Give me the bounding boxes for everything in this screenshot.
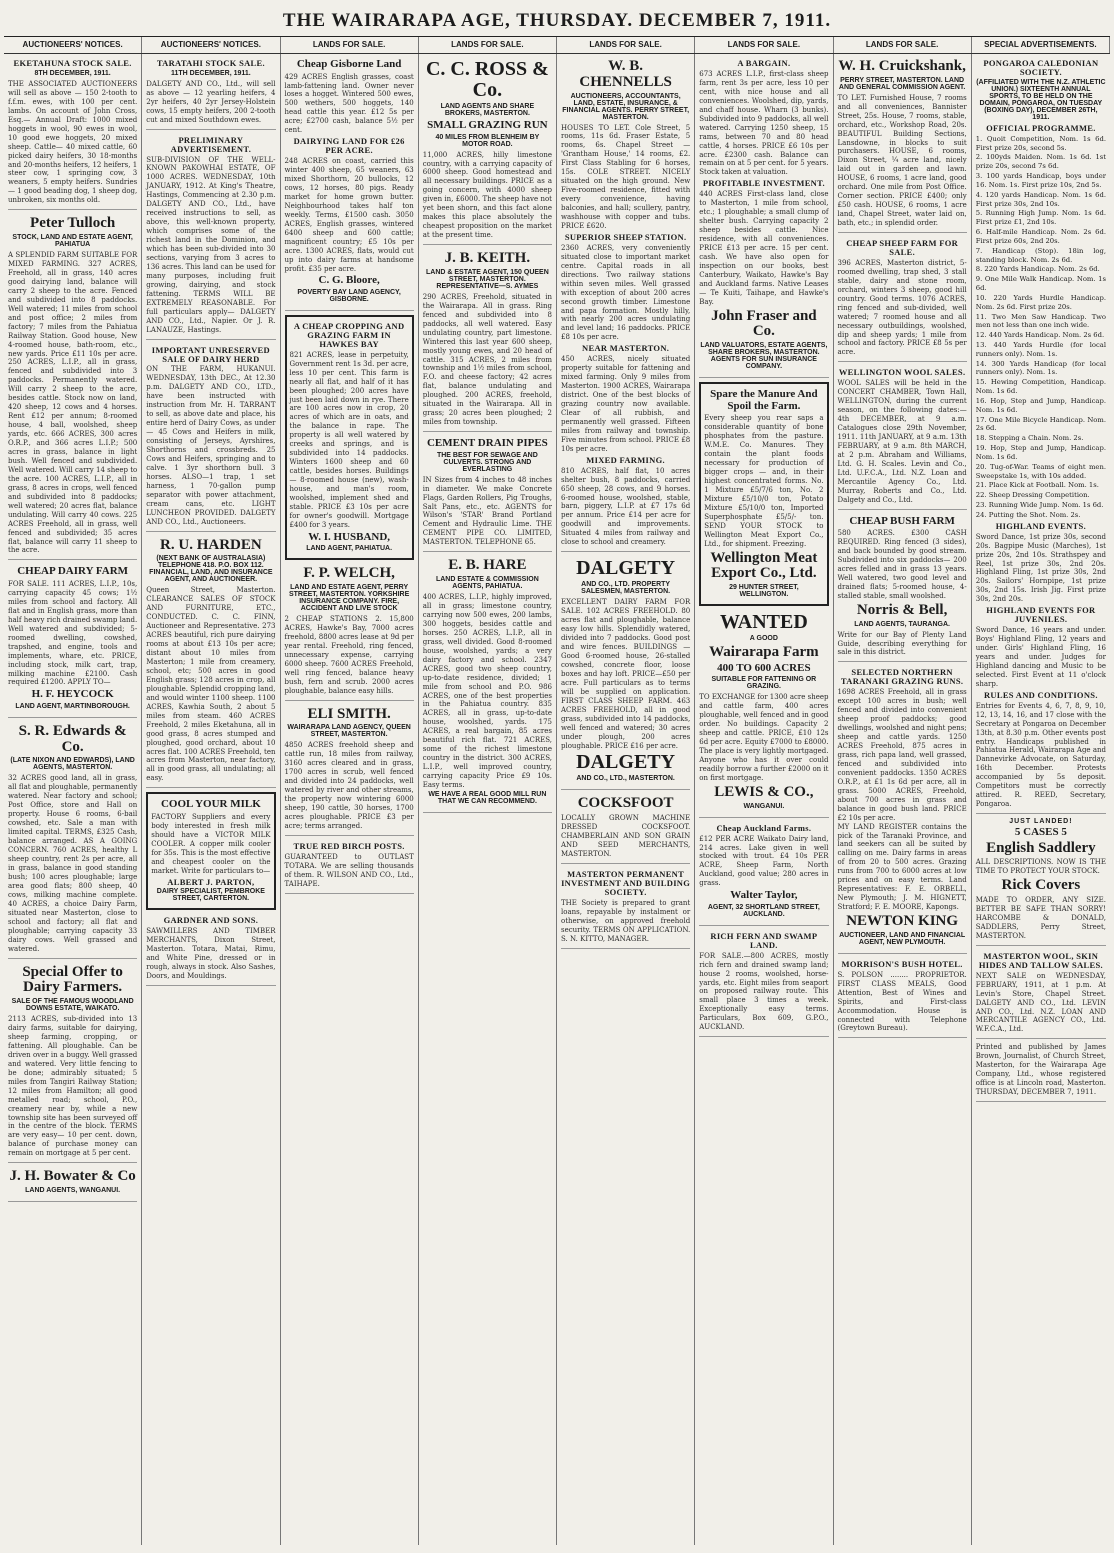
ad-title: R. U. HARDEN: [160, 536, 262, 553]
chennells-ad: [561, 57, 690, 552]
ad-title: Cheap Gisborne Land: [296, 58, 402, 70]
list-item: 10. 220 Yards Hurdle Handicap. Nom. 2s 6d. First prize 20s.: [975, 293, 1106, 311]
list-item: 20. Tug-of-War. Teams of eight men. Sweepstake 1s, with 10s added.: [975, 462, 1106, 480]
ad-title: J. H. Bowater & Co: [9, 1168, 136, 1185]
ad-subtitle: STOCK, LAND AND ESTATE AGENT, PAHIATUA: [12, 234, 133, 249]
column-2: [142, 54, 280, 1545]
column-headers: [4, 37, 1110, 54]
agent-address: WANGANUI.: [743, 802, 785, 810]
ad-body: 1698 ACRES Freehold, all in grass except 100 acres in bush; well fenced and divided into convenient sheep proof paddocks; good dwellings, woolshed and night pens; sheep and cattle yards. 1250 ACRES Freehold, 875 acres in grass, rich papa land, well grassed, fenced and subdivided into convenient paddocks. 1350 ACRES O.R.P., at £1 1s 6d per acre, all in grass. 5000 ACRES, Freehold, about 700 acres in grass and balance in good bush land. PRICE £2 10s per acre.: [837, 688, 967, 822]
ad-body: Entries for Events 4, 6, 7, 8, 9, 10, 12, 13, 14, 16, and 17 close with the Secretary at Pongaroa on December 13th, at 8.30 p.m. Other events post entry. Handicaps published in Pahiatua Herald, Wairarapa Age and Dannevirke Advocate, on Saturday, 16th December. Protests accompanied by 5s deposit. Competitors must be correctly attired. R. REED, Secretary, Pongaroa.: [975, 701, 1106, 809]
ad-subtitle: A GOOD: [749, 635, 778, 643]
agent-name: LEWIS & CO.,: [714, 783, 814, 800]
ad-count: 5 CASES 5: [1014, 826, 1067, 839]
column-3: [281, 54, 419, 1545]
ad-body: Queen Street, Masterton. CLEARANCE SALES OF STOCK AND FURNITURE, ETC., CONDUCTED. C. C. FINN, Auctioneer and Representative. 273 ACRES beautiful, rich pure dairying rooms at about £13 10s per acre; distant about 10 miles from Masterton; 1 mile from creamery, school, etc; 500 acres in good English grass; 128 acres in crop, all ploughable. Splendid cropping land, and would winter 1100 sheep. 1100 ACRES, Kawhia South, 2 about 5 miles from steam. 460 ACRES Freehold, 2 miles Eketahuna, all in good grass, 8 acres stumped and ploughed, good orchard, about 10 acres flat. 100 ACRES Freehold, ten acres from Masterton, near factory, all in good grass, all undulating; all easy.: [146, 586, 276, 783]
eketahuna-stock-sale: [8, 57, 137, 210]
ad-title: WELLINGTON WOOL SALES.: [838, 367, 966, 378]
ad-title: Rick Covers: [1001, 877, 1081, 894]
ad-title: COCKSFOOT: [577, 795, 674, 812]
auckland-farms-ad: [699, 822, 828, 926]
ad-subtitle: THE BEST FOR SEWAGE AND CULVERTS. STRONG AND EVERLASTING: [436, 451, 538, 473]
eli-smith-ad: [285, 705, 414, 836]
hare-ad: [423, 556, 552, 813]
ad-subtitle: PERRY STREET, MASTERTON. LAND AND GENERAL COMMISSION AGENT.: [838, 76, 966, 91]
list-item: 6. Half-mile Handicap. Nom. 2s 6d. First prize 60s, 2nd 20s.: [975, 228, 1106, 245]
ad-body: FOR SALE. 111 ACRES, L.I.P., 10s, carrying capacity 45 cows; 1½ miles from school and factory. All flat and in English grass, more than half heavy rich drained swamp land. Well watered and subdivided; 5-roomed dwelling, cowshed, trapshed, and engine, tools and implements, whare, etc. PRICE, including stock, milk cart, trap, milking machine £2100. Cash required £1200. APPLY TO—: [8, 579, 138, 687]
ad-title: W. H. Cruickshank,: [838, 58, 966, 74]
ad-title: E. B. HARE: [448, 557, 527, 574]
list-item: 12. 440 Yards Handicap. Nom. 2s 6d.: [975, 331, 1105, 340]
column-8: [972, 54, 1110, 1545]
ad-title: HIGHLAND EVENTS.: [995, 520, 1087, 531]
ad-body: Every sheep you rear saps a considerable quantity of bone phosphates from the pasture. W.M.E. Co. Manures. They contain the plant foods necessary for production of bigger crops — and, in their highest concentrated forms. No. 1 Mixture £5/7/6 ton, No. 2 Mixture £5/10/0 ton, Potato Mixture £5/10/0 ton, Imported Superphosphate £5/5/- ton. SEND YOUR STOCK to Wellington Meat Export Co., Ltd., for shipment. Freezing.: [704, 414, 824, 548]
pongaroa-sports-ad: [976, 57, 1106, 814]
ad-body: TO LET. Furnished House, 7 rooms and all conveniences, Bannister Street, 25s. House, 7 rooms, stable, orchard, etc., Workshop Road, 20s. BEAUTIFUL Building Sections, Lansdowne, in blocks to suit purchasers. HOUSE, 6 rooms, Dixon Street, ¼ acre land, nicely laid out in garden and lawn. HOUSE, 6 rooms, 1 acre land, good orchard. One mile from Post Office. Corner section. PRICE £400; only £50 cash. HOUSE, 6 rooms, 1 acre land, Chapel Street, water laid on, bath, etc.; in splendid order.: [837, 93, 967, 228]
ad-title: DALGETY: [576, 751, 676, 774]
ad-title: MORRISON'S BUSH HOTEL.: [841, 958, 963, 969]
saddlery-ad: [976, 818, 1106, 946]
column-header: LANDS FOR SALE.: [695, 37, 833, 53]
ad-title: A CHEAP CROPPING AND GRAZING FARM IN HAWKES BAY: [293, 321, 405, 349]
ad-banner: JUST LANDED!: [1009, 818, 1073, 826]
ad-body: FACTORY Suppliers and every body interested in fresh milk should have a VICTOR MILK COOLER. A copper milk cooler for 35s. This is the most effective and cheapest cooler on the market. Write for particulars to—: [151, 812, 271, 875]
column-header: LANDS FOR SALE.: [557, 37, 695, 53]
agent-address: AGENT, 32 SHORTLAND STREET, AUCKLAND.: [707, 903, 820, 918]
column-5: [557, 54, 695, 1545]
ad-body: 32 ACRES good land, all in grass, all flat and ploughable, permanently watered. Near factory and school; Post Office, store and Hall on property. House 6 rooms, 6-bail cowshed, etc. Sale a man with limited capital. TERMS, £325 Cash, balance arranged. AS A GOING CONCERN. 760 ACRES, healthy L sheep country, rent 2s per acre, all in grass, balance in good standing bush; 100 acres ploughable; large area good flats; 800 sheep, 40 cows, milking machine complete. 40 ACRES, a choice Dairy Farm, situated near Masterton, close to school and factory; all flat and ploughable; carrying capacity 33 dairy cows. Well grassed and watered.: [8, 774, 138, 953]
agent-address: LAND AGENTS, TAURANGA.: [854, 620, 950, 628]
ad-date: 11TH DECEMBER, 1911.: [170, 69, 251, 77]
ad-body: MY LAND REGISTER contains the pick of the Taranaki Province, and land seekers can all be suited by calling on me. Dairy farms in areas of from 20 to 500 acres. Grazing runs from 700 to 6000 acres at low prices and on easy terms. Land Representatives: F. E. ORBELL, New Plymouth; J. M. HIGNETT, Stratford; F. E. MOORE, Kapongs.: [837, 822, 967, 912]
list-item: 1. Quoit Competition, Nom. 1s 6d. First prize 20s, second 5s.: [975, 134, 1106, 152]
ad-title: HIGHLAND EVENTS FOR JUVENILES.: [986, 605, 1096, 625]
ad-body: Sword Dance, 1st prize 30s, second 20s. Bagpipe Music (Marches), 1st prize 20s, 2nd 10s. Strathspey and Reel, 1st prize 30s, 2nd 20s. Highland Fling, 1st prize 30s, 2nd 20s. Sailors' Hornpipe, 1st prize 30s, 2nd 15s. Irish Jig. First prize 30s, 2nd 20s.: [975, 532, 1106, 604]
ad-body: IN Sizes from 4 inches to 48 inches in diameter. We make Concrete Flags, Garden Rollers, Pig Troughs, Salt Pans, etc., etc. AGENTS for Wilson's 'STAR' Brand Portland Cement and Hydraulic Lime. THE CEMENT PIPE CO. LIMITED, MASTERTON. TELEPHONE 65.: [422, 475, 552, 547]
ad-body: SAWMILLERS AND TIMBER MERCHANTS, Dixon Street, Masterton. Totara, Matai, Rimu, and White Pine, dressed or in rough, always in stock. Also Sashes, Doors, and Mouldings.: [146, 927, 276, 981]
ad-title: CHEAP SHEEP FARM FOR SALE.: [846, 238, 959, 257]
ad-subtitle: (LATE NIXON AND EDWARDS), LAND AGENTS, MASTERTON.: [10, 757, 135, 772]
ad-note: SUITABLE FOR FATTENING OR GRAZING.: [711, 676, 817, 691]
ad-body: 429 ACRES English grasses, coast lamb-fattening land. Owner never loses a hogget. Wintered 500 ewes, 500 wethers, 500 hoggets, 140 head cattle this year. £12 5s per acre; £2700 cash, balance 5½ per cent.: [284, 72, 414, 135]
list-item: 2. 100yds Maiden. Nom. 1s 6d. 1st prize 20s, second 7s 6d.: [975, 153, 1106, 171]
taranaki-runs-ad: [838, 666, 967, 953]
list-item: 16. Hop, Step and Jump, Handicap. Nom. 1s 6d.: [975, 396, 1106, 414]
agent-name: C. G. Bloore,: [318, 274, 380, 287]
list-item: 9. One Mile Walk Handicap. Nom. 1s 6d.: [975, 275, 1106, 293]
ad-body: Write for our Bay of Plenty Land Guide, describing everything for sale in this district.: [837, 630, 967, 657]
preliminary-advertisement: [146, 134, 275, 340]
ad-title: NEAR MASTERTON.: [582, 343, 670, 354]
ad-title: DALGETY: [576, 557, 676, 580]
ad-title: TRUE RED BIRCH POSTS.: [293, 840, 405, 851]
bargain-ad: [699, 57, 828, 378]
column-header: LANDS FOR SALE.: [419, 37, 557, 53]
agent-address: POVERTY BAY LAND AGENCY, GISBORNE.: [297, 289, 401, 303]
agent-address: DAIRY SPECIALIST, PEMBROKE STREET, CARTERTON.: [156, 888, 265, 903]
taratahi-stock-sale: [146, 57, 275, 130]
wanted-ad: [699, 610, 828, 818]
ad-title: DAIRYING LAND FOR £26 PER ACRE.: [293, 136, 405, 156]
agent-name: John Fraser and Co.: [711, 307, 817, 340]
list-item: 23. Running Wide Jump. Nom. 1s 6d.: [975, 501, 1104, 510]
ad-title: F. P. WELCH,: [303, 565, 395, 582]
welch-ad: [285, 564, 414, 700]
ad-subtitle: LAND & ESTATE AGENT, 150 QUEEN STREET, MASTERTON. REPRESENTATIVE—S. AYMES: [425, 268, 549, 290]
gardner-ad: [146, 914, 275, 986]
ad-title: RICH FERN AND SWAMP LAND.: [710, 930, 818, 950]
list-item: 7. Handicap (Stop). 18in log, standing block. Nom. 2s 6d.: [975, 246, 1106, 264]
ad-title: COOL YOUR MILK: [160, 798, 261, 811]
ad-body: 248 ACRES on coast, carried this winter 400 sheep, 65 weaners, 63 mixed Shorthorn, 20 bullocks, 12 cows, 12 horses, 80 pigs. Ready market for home grown butter. Neighbourhood takes half ton weekly. Terms, £1500 cash. 3050 ACRES, English grasses, wintered 6400 sheep and 600 cattle; magnificent country; £5 10s per acre. 1300 ACRES, flats, would cut up into dairy farms at handsome profit. £35 per acre.: [284, 157, 414, 273]
column-4: [419, 54, 557, 1545]
ad-subtitle: WAIRARAPA LAND AGENCY, QUEEN STREET, MASTERTON.: [287, 724, 411, 739]
ad-title: CEMENT DRAIN PIPES: [426, 437, 548, 450]
ad-body: 2360 ACRES, very conveniently situated close to important market centre. Capital roads in all directions. Two railway stations within seven miles. Well grassed with exception of about 200 acres second growth timber. Limestone and papa formation. Mostly hilly, with nearly 200 acres undulating and level land; 16 paddocks. PRICE £8 10s per acre.: [561, 243, 691, 342]
ad-title: S. R. Edwards & Co.: [18, 722, 127, 755]
ad-body: 290 ACRES, Freehold, situated in the Wairarapa. All in grass. Ring fenced and subdivided into 8 paddocks, all well watered. Easy undulating country, part limestone. Wintered this last year 600 sheep, mostly young ewes, and 20 head of cattle. 315 ACRES, 2 miles from township and 1½ miles from school, F.O. and cheese factory; 42 acres flat, balance undulating and ploughed. 200 ACRES, freehold, situated in the Wairarapa. All in grass; 20 acres been ploughed; 2 miles from township.: [422, 292, 552, 427]
ad-body: 4850 ACRES freehold sheep and cattle run, 18 miles from railway, 3160 acres cleared and in grass, 1700 acres in scrub, well fenced and divided into 24 paddocks, well watered by river and other streams, the property now wintering 6000 sheep, 190 cattle, 30 horses, 1700 acres ploughable. PRICE £3 per acre; terms arranged.: [284, 741, 414, 831]
ad-body: S. POLSON ........ PROPRIETOR. FIRST CLASS MEALS, Good Attention, Best of Wines and Spirits, and First-class Accommodation. House is connected with Telephone (Greytown Bureau).: [837, 970, 967, 1033]
ad-body: 673 ACRES L.I.P., first-class sheep farm, rent 3s per acre, less 10 per cent, with nice house and all conveniences. Woolshed, dip, yards, and chaff house. Wharn (3 bunks). Subdivided into 9 paddocks, all well watered. Carrying 1250 sheep, 15 rams, between 70 and 80 head cattle, 4 horses. PRICE £6 10s per acre. £2300 cash. Balance can remain on at 5 per cent. for 5 years. Stock taken at valuation.: [699, 69, 829, 177]
agent-name: H. F. HEYCOCK: [31, 688, 114, 701]
ad-title: MASTERTON WOOL, SKIN HIDES AND TALLOW SALES.: [978, 950, 1103, 970]
ad-subtitle: LAND ESTATE & COMMISSION AGENTS, PAHIATUA.: [435, 576, 539, 591]
ad-subtitle: LAND AND ESTATE AGENT, PERRY STREET, MASTERTON. YORKSHIRE INSURANCE COMPANY. FIRE, ACCIDENT AND LIVE STOCK: [288, 584, 410, 613]
ad-subtitle: LAND AGENTS AND SHARE BROKERS, MASTERTON.: [440, 103, 535, 117]
ad-subtitle: LAND AGENTS, WANGANUI.: [25, 1187, 121, 1195]
ad-subtitle: (AFFILIATED WITH THE N.Z. ATHLETIC UNION.) SIXTEENTH ANNUAL SPORTS, TO BE HELD ON THE DOMAIN, PONGAROA, ON TUESDAY (BOXING DAY), DECEMBER 26TH, 1911.: [976, 78, 1106, 121]
ad-body: 396 ACRES, Masterton district, 5-roomed dwelling, trap shed, 3 stall stable, dairy and stone room, orchard, winters 3 sheep, good hill country. Good terms. 1076 ACRES, ring fenced and sub-divided, well watered; 7 roomed house and all necessary outbuildings, woolshed, dip and sheep yards; 1 mile from school and factory. PRICE £8 5s per acre.: [837, 258, 967, 357]
ad-title: GARDNER AND SONS.: [163, 915, 259, 926]
ad-title: OFFICIAL PROGRAMME.: [986, 122, 1096, 133]
bowater-ad: [8, 1167, 137, 1202]
ad-title: MASTERTON PERMANENT INVESTMENT AND BUILDING SOCIETY.: [561, 868, 691, 897]
ad-body: ON THE FARM, HUKANUI. WEDNESDAY, 13th DEC., At 12.30 p.m. DALGETY AND CO., LTD., have been instructed with instruction from Mr. H. TARRANT to sell, as above date and place, his entire herd of Dairy Cows, as under— 45 Cows and Heifers in milk, consisting of Jerseys, Ayrshires, Shorthorns and crossbreds. 25 Cows and Heifers, springing and to calve. 1 3yr shorthorn bull. 3 horses. ALSO—1 trap, 1 set harness, 1 70-gallon pump separator with power attachment, cream cans, etc. LIGHT LUNCHEON PROVIDED. DALGETY AND CO., Ltd., Auctioneers.: [146, 365, 276, 526]
column-1: [4, 54, 142, 1545]
ad-title: Spare the Manure And Spoil the Farm.: [710, 388, 818, 412]
cement-pipes-ad: [423, 436, 552, 552]
list-item: 21. Place Kick at Football. Nom. 1s.: [975, 481, 1099, 490]
ad-title: ELI SMITH.: [307, 705, 391, 722]
imprint: [976, 1043, 1106, 1102]
ad-range: 400 TO 600 ACRES: [717, 661, 811, 674]
ad-body: FOR SALE.—800 ACRES, mostly rich fern and drained swamp land; house 2 rooms, woolshed, horse-yards, etc. Eight miles from seaport on proposed railway route. This small place 3 times a week. Exceptionally easy terms. Particulars, Box 609, G.P.O., AUCKLAND.: [699, 951, 829, 1032]
ad-body: ALL DESCRIPTIONS. NOW IS THE TIME TO PROTECT YOUR STOCK.: [975, 858, 1106, 876]
column-header: AUCTIONEERS' NOTICES.: [142, 37, 280, 53]
agent-address: LAND VALUATORS, ESTATE AGENTS, SHARE BROKERS, MASTERTON. AGENTS FOR SUN INSURANCE COMPANY.: [700, 342, 828, 371]
ad-title: W. B. CHENNELLS: [579, 58, 672, 90]
ad-body: THE ASSOCIATED AUCTIONEERS will sell as above — 150 2-tooth to f.f.m. ewes, with 100 per cent. lambs. On account of John Cross, Esq.— Annual Draft: 1000 mixed hoggets in wool, 90 ewes in wool, 10 good ewe hoggets, 20 mixed sheep. Cattle— 40 mixed cattle, 60 picked dairy heifers, 30 18-months and 20-months heifers, 12 heifers, 1 steer cow, 1 springing cow, 3 weaners, 5 empty heifers. Sundries— 1 good beading dog, 1 sheep dog, unbroken, six months old.: [8, 79, 138, 205]
column-6: [695, 54, 833, 1545]
ad-body: THE Society is prepared to grant loans, repayable by instalment or otherwise, on approved freehold security. TERMS ON APPLICATION. S. N. KITTO, MANAGER.: [561, 898, 691, 943]
column-header: LANDS FOR SALE.: [281, 37, 419, 53]
ad-title: Wellington Meat Export Co., Ltd.: [710, 549, 818, 582]
column-header: AUCTIONEERS' NOTICES.: [4, 37, 142, 53]
list-item: 11. Two Men Saw Handicap. Two men not less than one inch wide.: [975, 312, 1106, 330]
ad-body: A SPLENDID FARM SUITABLE FOR MIXED FARMING. 327 ACRES, Freehold, all in grass, 140 acres good dairying land, balance will carry 2 sheep to the acre. Fenced and subdivided into 8 paddocks. Well watered; 11 miles from school and post office; 2 miles from factory; 7 miles from the Pahiatua Railway Station. Good house, New 4-roomed house, bath-room, etc., new yards. Price £11 10s per acre. 250 ACRES, L.I.P., all in grass, fenced and subdivided into 3 paddocks. Permanently watered. Will carry 2 sheep to the acre, besides cattle. Stock now on land, 420 sheep, 12 cows and 4 horses. Rent £12 per annum; 8-roomed house, 4 ball, woolshed, sheep yards, etc. 666 ACRES, 300 acres O.R.P., and 366 acres L.I.P.; 500 acres in grass, balance in light bush. Well fenced and subdivided. Well watered. Will carry 14 sheep to the acre. 100 ACRES, L.I.P., all in grass, 8 acres in crops, well fenced and subdivided into 8 paddocks; well watered; 20 acres flat, balance undulating. Will carry 40 cows. 225 ACRES Freehold, all in grass, well fenced and subdivided; 35 acres flat, balance will carry 11 sheep to the acre.: [8, 251, 138, 555]
ad-body: 810 ACRES, half flat, 10 acres shelter bush, 8 paddocks, carried 650 sheep, 28 cows, and 9 horses. 6-roomed house, woolshed, stable, barn, piggery, L.I.P. at £7 17s 6d per annum. Price £14 per acre for goodwill and improvements. Situated 4 miles from railway and close to school and creamery.: [561, 466, 691, 547]
newspaper-page: [4, 4, 1110, 1545]
ad-body: DALGETY AND CO., Ltd., will sell as above — 12 yearling heifers, 4 2yr heifers, 40 2yr Jersey-Holstein cows, 15 empty heifers, 200 2-tooth cut and mixed Southdown ewes.: [146, 79, 276, 124]
fern-swamp-ad: [699, 930, 828, 1037]
ad-body: 821 ACRES, lease in perpetuity, Government rent 1s 3d. per acre, less 10 per cent. This farm is nearly all flat, and half of it has been ploughed; 200 acres have just been laid down in rye. There are 100 acres now in crop, 20 acres of which are in oats, and the balance in rape. The property is all well watered by creeks and springs, and is subdivided into 14 paddocks. Winters 1600 sheep and 60 cattle, besides horses. Buildings— 8-roomed house (new), wash-house, and man's room, woolshed, implement shed and stable. PRICE £3 10s per acre for owner's goodwill. Mortgage £400 for 3 years.: [289, 350, 409, 529]
ad-subtitle: 40 MILES FROM BLENHEIM BY MOTOR ROAD.: [435, 133, 540, 148]
ad-body: LOCALLY GROWN MACHINE DRESSED COCKSFOOT. CHAMBERLAIN AND SON GRAIN AND SEED MERCHANTS, MASTERTON.: [561, 814, 691, 859]
ad-body: WOOL SALES will be held in the CONCERT CHAMBER, Town Hall, WELLINGTON, during the current season, on the following dates:— 4th DECEMBER, at 9 a.m. Catalogues close 29th November, 1911. 11th JANUARY, at 9 a.m. 13th FEBRUARY, at 9 a.m. 8th MARCH, at 2 p.m. Abraham and Williams, Ltd. G. H. Scales. Levin and Co., Ltd. U.F.C.A., Ltd. N.Z. Loan and Mercantile Agency Co., Ltd. Murray, Roberts and Co., Ltd. Dalgety and Co., Ltd.: [837, 379, 967, 504]
ad-title: IMPORTANT UNRESERVED SALE OF DAIRY HERD: [151, 344, 270, 364]
cheap-sheep-farm-ad: [838, 237, 967, 362]
skin-hides-sales-ad: [976, 950, 1106, 1040]
list-item: 4. 120 yards Handicap. Nom. 1s 6d. First prize 30s, 2nd 10s.: [975, 190, 1106, 208]
programme-list: [976, 135, 1106, 520]
ad-body: 440 ACRES First-class land, close to Masterton, 1 mile from school, etc.; 1 ploughable; a small clump of shelter bush. Carrying capacity 2 sheep besides cattle. Nice residence, with all conveniences. PRICE £13 per acre. 15 per cent. cash. We have also open for inspection on our books, best Canterbury, Waikato, Hawke's Bay and Auckland farms. Native Leases — Te Kuiti, Taihape, and Hawke's Bay.: [699, 190, 829, 306]
ad-title: SMALL GRAZING RUN: [427, 119, 548, 131]
ad-title: PROFITABLE INVESTMENT.: [702, 178, 825, 189]
masthead: THE WAIRARAPA AGE, THURSDAY. DECEMBER 7, 1911.: [4, 4, 1110, 37]
gisborne-land-ad: [285, 57, 414, 311]
ad-title: CHEAP DAIRY FARM: [17, 565, 129, 578]
columns: [4, 54, 1110, 1545]
list-item: 22. Sheep Dressing Competition.: [975, 491, 1090, 500]
list-item: 17. One Mile Bicycle Handicap. Nom. 2s 6d.: [975, 415, 1106, 433]
agent-name: Norris & Bell,: [856, 601, 948, 618]
ad-body: 2113 ACRES, sub-divided into 13 dairy farms, suitable for dairying, sheep farming, cropping, or fattening. All ploughable. Can be driven over in a buggy. Well grassed and watered. Very little fencing to be done; admirably situated; 5 miles from Tangiri Railway Station; 12 miles from Hamilton; all good metalled road; school, P.O., creamery near by, while a new township site has been surveyed off in the centre of the block. TERMS are very easy— 10 per cent. down, balance of purchase money can remain on mortgage at 5 per cent.: [8, 1015, 138, 1158]
agent-address: LAND AGENT, MARTINBOROUGH.: [15, 702, 130, 710]
agent-name: NEWTON KING: [846, 913, 959, 930]
ad-body: 11,000 ACRES, hilly limestone country, with a carrying capacity of 6000 sheep. Good homestead and all necessary buildings. PRICE as a going concern, with 4000 sheep given in, £6000. The sheep have not yet been shorn, and this fact alone makes this place absolutely the cheapest proposition on the market at the present time.: [422, 150, 552, 240]
list-item: 15. Hewing Competition, Handicap. Nom. 1s 6d.: [975, 378, 1106, 396]
ad-subtitle: AUCTIONEERS, ACCOUNTANTS, LAND, ESTATE, INSURANCE, & FINANCIAL AGENTS. PERRY STREET, MASTERTON.: [562, 92, 690, 121]
ad-title: PONGAROA CALEDONIAN SOCIETY.: [983, 58, 1099, 77]
agent-address: AUCTIONEER, LAND AND FINANCIAL AGENT, NEW PLYMOUTH.: [839, 931, 966, 946]
column-header: SPECIAL ADVERTISEMENTS.: [972, 37, 1110, 53]
ad-subtitle: AND CO., LTD. PROPERTY SALESMEN, MASTERTON.: [581, 581, 671, 596]
ad-title: TARATAHI STOCK SALE.: [156, 58, 265, 68]
ad-title: EKETAHUNA STOCK SALE.: [13, 58, 132, 68]
ad-headline: Wairarapa Farm: [709, 644, 819, 661]
agent-name: Walter Taylor,: [730, 889, 798, 902]
tulloch-ad: [8, 214, 137, 560]
keith-ad: [423, 249, 552, 432]
cool-your-milk-ad: [146, 792, 275, 910]
column-header: LANDS FOR SALE.: [834, 37, 972, 53]
ad-subtitle: (NEXT BANK OF AUSTRALASIA) TELEPHONE 418. P.O. BOX 112. FINANCIAL, LAND, AND INSURANCE AGENT, AND AUCTIONEER.: [149, 555, 273, 584]
list-item: 8. 220 Yards Handicap. Nom. 2s 6d.: [975, 265, 1100, 274]
bush-hotel-ad: [838, 958, 967, 1039]
edwards-ad: [8, 722, 137, 959]
agent-name: ALBERT J. PARTON,: [167, 876, 255, 887]
building-society-ad: [561, 868, 690, 949]
ad-body: EXCELLENT DAIRY FARM FOR SALE. 102 ACRES FREEHOLD. 80 acres flat and ploughable, balance easy low hills. Splendidly watered, divided into 7 paddocks. Good post and wire fences. BUILDINGS — Good 6-roomed house, 26-stalled cowshed, concrete floor, loose boxes and hay loft. PRICE—£50 per acre. Full particulars as to terms will be supplied on application. FIRST CLASS SHEEP FARM. 463 ACRES FREEHOLD, all in good grass, subdivided into 14 paddocks, well fenced and watered; 30 acres under plough, 200 acres ploughable. PRICE £16 per acre.: [561, 598, 691, 750]
ad-body: 580 ACRES. £300 CASH REQUIRED. Ring fenced (3 sides), and back bounded by good stream. Subdivided into six paddocks— 200 acres felled and in grass 13 years. Well watered, two good level and drained flats; 5-roomed house, 4-stalled stable, small woolshed.: [837, 529, 967, 600]
unreserved-sale-ad: [146, 344, 275, 532]
column-7: [834, 54, 972, 1545]
ad-body: HOUSES TO LET. Cole Street, 5 rooms, 11s 6d. Fraser Estate, 5 rooms, 6s. Chapel Street — 'Grantham House,' 14 rooms, £2. First Class Stabling for 6 horses, 15s. COLE STREET. NICELY situated on the high ground. New Five-roomed residence, fitted with every convenience, having balconies, and hall; scullery, pantry, washhouse with copper and tubs. PRICE £620.: [561, 123, 691, 230]
ad-title: Cheap Auckland Farms.: [716, 822, 812, 833]
agent-address: LAND AGENT, PAHIATUA.: [306, 545, 393, 553]
list-item: 18. Stepping a Chain. Nom. 2s.: [975, 434, 1084, 443]
ad-title: English Saddlery: [986, 839, 1096, 856]
ad-title: J. B. KEITH.: [444, 250, 531, 267]
ad-body: NEXT SALE on WEDNESDAY, FEBRUARY, 1911, at 1 p.m. At Levin's Store, Chapel Street. DALGETY AND CO., Ltd. LEVIN AND CO., Ltd. N.Z. LOAN AND MERCANTILE AGENCY CO., Ltd. W.F.C.A., Ltd.: [975, 971, 1106, 1034]
ad-title: MIXED FARMING.: [586, 454, 665, 465]
cheap-bush-farm-ad: [838, 514, 967, 663]
ad-body: Sword Dance, 16 years and under. Boys' Highland Fling, 12 years and under. Girls' Highland Fling, 16 years and under. Judges for Highland dancing and Music to be selected. First Event at 11 o'clock sharp.: [975, 626, 1106, 688]
ad-body: 400 ACRES, L.I.P., highly improved, all in grass; limestone country, carrying now 500 ewes, 200 lambs, 300 hoggets, besides cattle and horses. 250 ACRES, L.I.P., all in grass, well divided. Good 8-roomed house, woolshed, yards; a very dairy factory and school. 2347 ACRES, good two sheep country, up-to-date residence, divided; 1 mile from school and P.O. 986 ACRES, one of the best properties in the Pahiatua country. 835 ACRES, all in grass, up-to-date house, woolshed, yards. 175 ACRES, a real bargain, 85 acres beautiful rich flat. 721 ACRES, some of the richest limestone country in the district. 300 ACRES, L.I.P., well improved country, carrying capacity Price £9 10s. Easy terms.: [422, 593, 552, 790]
cropping-farm-ad: [285, 315, 414, 560]
ad-title: SUPERIOR SHEEP STATION.: [564, 231, 687, 242]
ad-subtitle: SALE OF THE FAMOUS WOODLAND DOWNS ESTATE, WAIKATO.: [11, 998, 134, 1013]
ad-title: A BARGAIN.: [737, 58, 791, 68]
list-item: 13. 440 Yards Hurdle (for local runners only). Nom. 1s.: [975, 340, 1106, 358]
ad-title: C. C. ROSS & Co.: [425, 58, 549, 101]
wool-sales-ad: [838, 366, 967, 509]
ad-title: Peter Tulloch: [30, 215, 116, 232]
ad-date: 8TH DECEMBER, 1911.: [34, 69, 111, 77]
ad-body: MADE TO ORDER, ANY SIZE. BETTER BE SAFE THAN SORRY! HARCOMBE & DONALD, SADDLERS, Perry Street, MASTERTON.: [975, 896, 1106, 940]
manure-ad: [699, 382, 828, 606]
list-item: 19. Hop, Step and Jump, Handicap. Nom. 1s 6d.: [975, 444, 1106, 461]
ad-note: WE HAVE A REAL GOOD MILL RUN THAT WE CAN RECOMMEND.: [428, 791, 547, 806]
harden-ad: [146, 536, 275, 789]
ad-body: 2 CHEAP STATIONS 2. 15,800 ACRES, Hawke's Bay, 7000 acres freehold, 8800 acres lease at 9d per year rental. Freehold, ring fenced, unnecessary expense, carrying 6000 sheep. 7600 ACRES Freehold, well ring fenced, balance heavy bush, fern and scrub. 2000 acres ploughable, balance easy hills.: [284, 615, 414, 695]
cocksfoot-ad: [561, 794, 690, 864]
ad-subtitle: 29 HUNTER STREET, WELLINGTON.: [729, 584, 799, 599]
list-item: 5. Running High Jump. Nom. 1s 6d. First prize £1, 2nd 10s.: [975, 209, 1106, 227]
ad-body: 450 ACRES, nicely situated property suitable for fattening and mixed farming. Only 9 miles from Masterton. 1900 ACRES, Wairarapa district. One of the best blocks of grazing country now available. Clear of all rubbish, and permanently well grassed. Fifteen miles from railway and township. Five minutes from school. PRICE £8 10s per acre.: [561, 355, 691, 453]
ad-subtitle: AND CO., LTD., MASTERTON.: [576, 775, 675, 783]
ad-body: £12 PER ACRE Waikato Dairy land, 214 acres. Lake given in well stocked with trout. £4 10s PER ACRE, Sheep Farm, North Auckland, good value; 280 acres in grass.: [699, 834, 829, 888]
ad-body: GUARANTEED to OUTLAST TOTARA. We are selling thousands of them. R. WILSON AND CO., Ltd., TAIHAPE.: [284, 852, 414, 888]
list-item: 14. 300 Yards Handicap (for local runners only). Nom. 1s.: [975, 359, 1106, 377]
ad-title: RULES AND CONDITIONS.: [983, 689, 1098, 700]
ross-ad: [423, 57, 552, 245]
birch-posts-ad: [285, 840, 414, 894]
ad-title: SELECTED NORTHERN TARANAKI GRAZING RUNS.: [840, 667, 964, 687]
ad-body: TO EXCHANGE for 1300 acre sheep and cattle farm, 400 acres ploughable, well fenced and in good order. No buildings. Capacity 2 sheep and cattle. PRICE, £10 12s 6d per acre. Equity £7000 to £8000. The place is very lightly mortgaged. Anyone who has it over could readily borrow a further £2000 on it on first mortgage.: [699, 693, 829, 782]
ad-title: PRELIMINARY ADVERTISEMENT.: [170, 134, 252, 154]
cruickshank-ad: [838, 57, 967, 233]
list-item: 3. 100 yards Handicap, boys under 16. Nom. 1s. First prize 10s, 2nd 5s.: [975, 172, 1106, 189]
ad-title: WANTED: [719, 611, 808, 634]
dalgety-ad: [561, 556, 690, 790]
ad-body: SUB-DIVISION OF THE WELL-KNOWN PAKOWHAI ESTATE, OF 1000 ACRES. WEDNESDAY, 10th JANUARY, 1912. At King's Theatre, Hastings, Commencing at 2.30 p.m. DALGETY AND CO., Ltd., have received instructions to sell, as above, this well-known property, which comprises some of the richest land in the Dominion, and which has been sub-divided into 30 sections, varying from 3 acres to 136 acres. This land can be used for many purposes, including fruit growing, dairying, and stock fattening. TERMS WILL BE EXTREMELY REASONABLE. For full particulars apply— DALGETY AND CO., Ltd., Napier. Or J. R. LANAUZE, Hastings.: [146, 155, 276, 334]
ad-title: CHEAP BUSH FARM: [849, 514, 955, 527]
printer-imprint: Printed and published by James Brown, Journalist, of Church Street, Masterton, for the Wairarapa Age Company, Ltd., whose registered office is at Lincoln road, Masterton. THURSDAY, DECEMBER 7, 1911.: [975, 1043, 1106, 1097]
ad-title: Special Offer to Dairy Farmers.: [22, 963, 123, 996]
agent-name: W. I. HUSBAND,: [308, 530, 391, 543]
list-item: 24. Putting the Shot. Nom. 2s.: [975, 510, 1081, 519]
special-offer-ad: [8, 963, 137, 1164]
cheap-dairy-farm-ad: [8, 564, 137, 718]
